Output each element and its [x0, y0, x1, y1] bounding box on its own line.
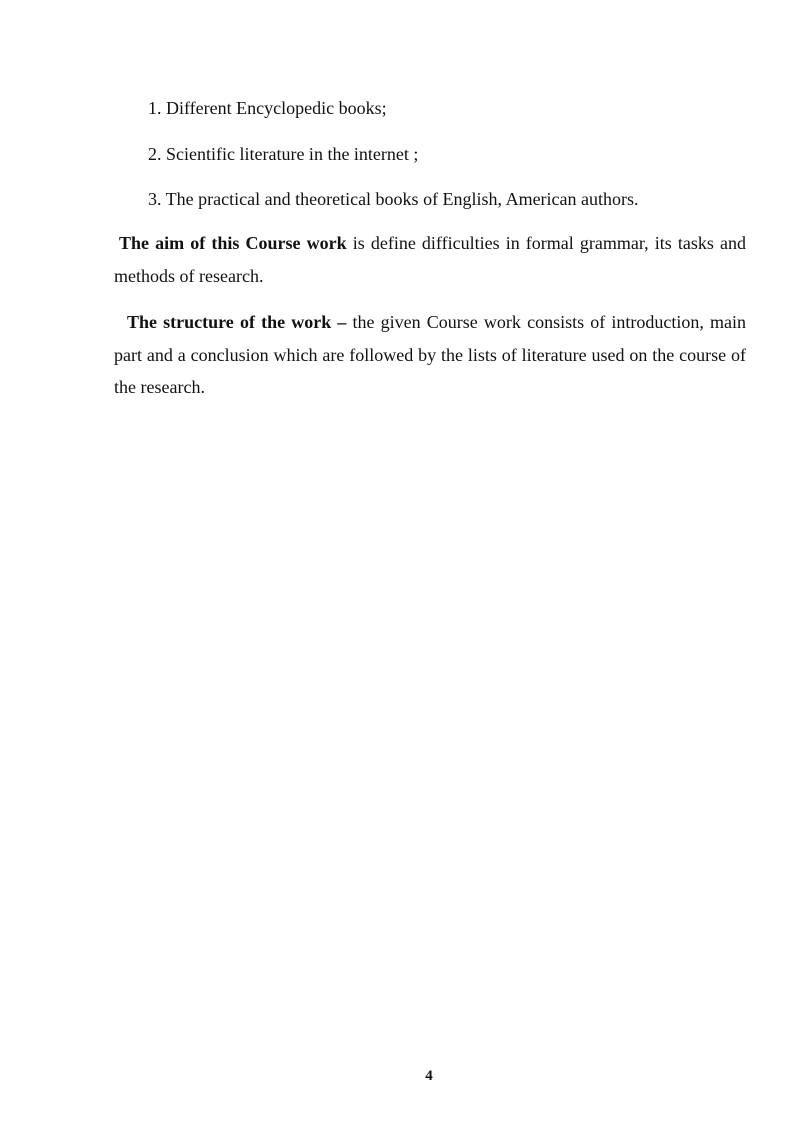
structure-paragraph: [114, 306, 746, 404]
aim-text: is define difficulties in formal grammar, its tasks and methods of research.: [114, 233, 747, 286]
structure-text: the given Course work consists of introduction, main part and a conclusion which are followed by the lists of literature used on the course of the research.: [114, 312, 746, 397]
list-item: 1. Different Encyclopedic books;: [148, 98, 387, 118]
structure-lead: The structure of the work –: [127, 312, 347, 332]
page-number: 4: [425, 1068, 433, 1084]
list-item: 3. The practical and theoretical books of English, American authors.: [148, 189, 639, 209]
aim-paragraph: [114, 227, 746, 292]
list-item: 2. Scientific literature in the internet ;: [148, 144, 419, 164]
aim-lead: The aim of this Course work: [119, 233, 347, 253]
